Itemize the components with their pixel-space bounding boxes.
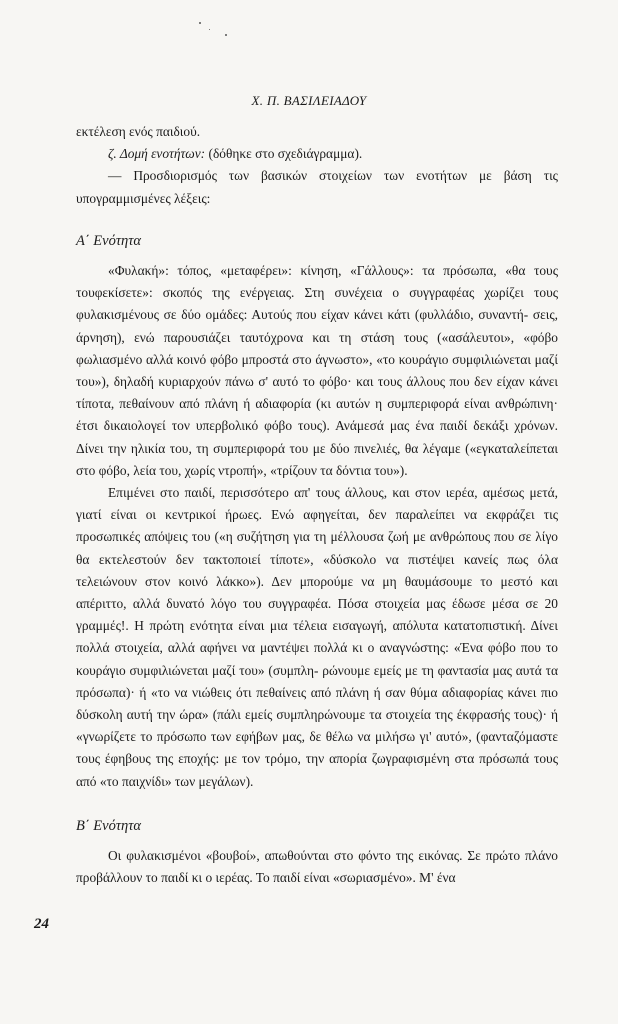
spacer	[76, 210, 558, 230]
item-z	[76, 143, 558, 165]
section-a-heading: Α΄ Ενότητα	[76, 232, 142, 249]
speck	[199, 22, 201, 24]
spacer	[76, 793, 558, 815]
section-b-heading: Β΄ Ενότητα	[76, 817, 142, 834]
body-text	[76, 121, 558, 890]
continuation-line: εκτέλεση ενός παιδιού.	[76, 124, 201, 139]
section-a-paragraph-2: Επιμένει στο παιδί, περισσότερο απ' τους άλλους, και στον ιερέα, αμέσως μετά, γιατί είναι οι κεντρικοί ήρωες. Ενώ αφηγείται, δεν παραλείπει να εκφράζει τις προσωπικές απόψεις του («η συζήτηση για τη μέλλουσα ζωή με ανθρώπους που σε λίγο θα εκτελεστούν δεν τακτοποιεί τίποτε», «δύσκολο να πιστέψει κανείς πως όλα τελειώνουν στον κοινό λάκκο»). Δεν μπορούμε να μη θαυμάσουμε το μεστό και απέριττο, αλλά δυνατό λόγο του συγγραφέα. Πόσα στοιχεία μας έδωσε μέσα σε 20 γραμμές!. Η πρώτη ενότητα είναι μια τέλεια εισαγωγή, απόλυτα κατατοπιστική. Δίνει πολλά στοιχεία, αλλά αφήνει να μαντέψει πολλά κι ο αναγνώστης: «Ένα φόβο που το κουράγιο συμφιλιώνεται μαζί του» (συμπλη- ρώνουμε εμείς με τη φαντασία μας αυτά τα πρόσωπα)· ή «το να νιώθεις ότι πεθαίνεις από πλάνη ή σαν θύμα αδιαφορίας κάνει πιο δύσκολη αυτή την ώρα» (πάλι εμείς συμπληρώνουμε τα στοιχεία της έκφρασής τους)· ή «γνωρίζετε το πρόσωπο των εφήβων μας, δε θέλω να μιλήσω γι' αυτό», (φανταζόμαστε τους έφηβους της εποχής: με τον τρόμο, την απορία ζωγραφισμένη στα πρόσωπά τους από «το παιχνίδι» των μεγάλων).	[76, 485, 558, 789]
speck	[209, 29, 210, 30]
speck	[225, 34, 227, 36]
print-specks	[195, 20, 235, 44]
page-number: 24	[34, 916, 49, 932]
section-a-paragraph-1: «Φυλακή»: τόπος, «μεταφέρει»: κίνηση, «Γάλλους»: τα πρόσωπα, «θα τους τουφεκίσετε»: σκοπός της ενέργειας. Στη συνέχεια ο συγγραφέας χωρίζει τους φυλακισμένους σε δύο ομάδες: Αυτούς που είχαν κάνει κάτι (φυλλάδιο, συναντή- σεις, άρνηση), ενώ παρουσιάζει ταυτόχρονα και τη στάση τους («ασάλευτοι», «φόβο φωλιασμένο αλλά κοινό φόβο μπροστά στο άγνωστο», «το κουράγιο συμφιλιώνεται μαζί του»), δηλαδή κυριαρχούν πάνω σ' αυτό το φόβο· και τους άλλους που δεν είχαν κάνει τίποτα, πεθαίνουν από πλάνη ή αδιαφορία (κι αυτών η συμπεριφορά είναι ανθρώπινη· έτσι δικαιολογεί τον υπερβολικό φόβο τους). Ανάμεσά μας ένα παιδί δεκάξι χρόνων. Δίνει την ηλικία του, τη συμπεριφορά του με δύο πινελιές, θα λέγαμε («εγκαταλείπεται στο φόβο, λεία του, χωρίς ντροπή», «τρίζουν τα δόντια του»).	[76, 263, 558, 478]
item-z-label: ζ. Δομή ενοτήτων:	[108, 146, 206, 162]
dash-paragraph: — Προσδιορισμός των βασικών στοιχείων των ενοτήτων με βάση τις υπογραμμισμένες λέξεις:	[76, 168, 558, 206]
spacer	[76, 252, 558, 260]
running-head: Χ. Π. ΒΑΣΙΛΕΙΑΔΟΥ	[251, 93, 367, 108]
item-z-text: (δόθηκε στο σχεδιάγραμμα).	[205, 146, 363, 162]
section-b-paragraph-1: Οι φυλακισμένοι «βουβοί», απωθούνται στο φόντο της εικόνας. Σε πρώτο πλάνο προβάλλουν το παιδί κι ο ιερέας. Το παιδί είναι «σωριασμένο». Μ' ένα	[76, 848, 558, 886]
spacer	[76, 837, 558, 845]
